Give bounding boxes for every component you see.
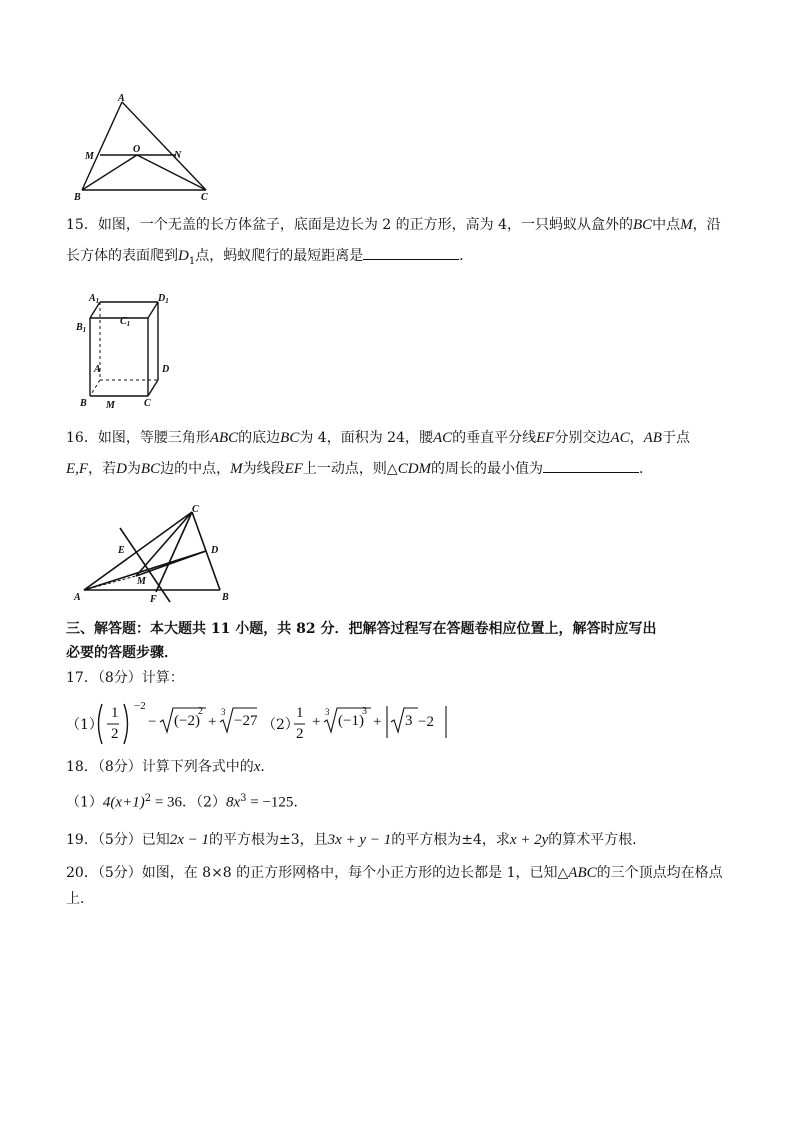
- q17-exponent: −2: [134, 700, 146, 712]
- q16-text-11: 为线段: [242, 461, 285, 477]
- q15-text-4: 长方体的表面爬到: [66, 248, 178, 264]
- q19-text-4: 的算术平方根．: [548, 832, 647, 848]
- q16-line-1: [66, 427, 690, 449]
- fig15-label-a1: $A_1$: [89, 293, 100, 305]
- q17-num-2: （2）: [262, 717, 299, 733]
- q17-plus: +: [208, 714, 217, 730]
- q17-radicand-3-exp: 3: [362, 706, 367, 717]
- q16-text-12: 上一动点，则△: [302, 461, 398, 477]
- q19-text-1: 19．（5分）已知: [66, 832, 170, 848]
- q17-num-1: （1）: [66, 717, 103, 733]
- q16-cdm: CDM: [397, 461, 432, 477]
- q20-text-1: 20．（5分）如图，在 8×8 的正方形网格中，每个小正方形的边长都是 1，已知△: [66, 865, 569, 881]
- q16-ef2: EF: [284, 461, 303, 477]
- q16-ac: AC: [432, 430, 453, 446]
- q20-line-2: 上．: [66, 891, 94, 907]
- section-3-heading: 三、解答题：本大题共 11 小题，共 82 分．把解答过程写在答题卷相应位置上，解答时应写出: [66, 621, 657, 637]
- q17-radicand-3: (−1): [338, 713, 364, 729]
- q15-text-5: 点，蚂蚁爬行的最短距离是: [195, 248, 364, 264]
- q16-text-10: 边的中点，: [160, 461, 231, 477]
- q18-eq-1: 4(x+1): [102, 794, 145, 811]
- section-3-heading-cont: 必要的答题步骤．: [66, 645, 178, 661]
- q16-end: ．: [639, 461, 654, 477]
- q18-head-end: ．: [260, 759, 275, 775]
- q18-sep: ．（2）: [182, 794, 226, 811]
- q15-end: ．: [459, 248, 474, 264]
- fig15-label-d1: $D_1$: [158, 293, 169, 305]
- fig14-label-n: N: [174, 150, 182, 161]
- fig14-label-a: A: [118, 93, 125, 104]
- q16-bc: BC: [280, 430, 300, 446]
- q16-abc: ABC: [209, 430, 239, 446]
- q16-answer-blank: [543, 458, 639, 473]
- q16-text-9: 为: [126, 461, 141, 477]
- q18-num-1: （1）: [66, 794, 103, 811]
- q15-text-3: ，沿: [692, 217, 721, 233]
- q17-minus-2: −2: [418, 714, 434, 730]
- q16-m: M: [230, 461, 243, 477]
- q16-text-7: 于点: [661, 430, 690, 446]
- q16-line-2: [66, 458, 653, 480]
- q15-line-2: [66, 245, 473, 273]
- q16-text-2: 的底边: [238, 430, 281, 446]
- q15-m: M: [680, 217, 693, 233]
- fig15-label-a: A: [94, 364, 101, 375]
- q19-expr-2: 3x + y − 1: [327, 832, 392, 848]
- q15-text-2: 中点: [652, 217, 681, 233]
- q16-ef-points: E,F: [66, 461, 89, 477]
- q17-expressions: [66, 700, 486, 748]
- q18-equations: [66, 788, 307, 814]
- q16-ac2: AC: [610, 430, 630, 446]
- q16-text-8: ，若: [88, 461, 117, 477]
- fig16-label-a: A: [74, 592, 81, 603]
- q17-frac2-den: 2: [296, 726, 304, 742]
- q19-expr-3: x + 2y: [509, 832, 549, 848]
- q17-radicand-1-exp: 2: [198, 706, 203, 717]
- q20-line-1: [66, 862, 723, 884]
- fig15-label-d: D: [162, 364, 170, 375]
- q17-minus: −: [148, 714, 157, 730]
- q15-text-1: 15．如图，一个无盖的长方体盆子，底面是边长为 2 的正方形，高为 4，一只蚂蚁从盒外的: [66, 217, 633, 233]
- fig14-label-c: C: [201, 192, 208, 203]
- fig15-label-m: M: [106, 400, 115, 411]
- q16-text-5: 分别交边: [554, 430, 611, 446]
- fig16-label-d: D: [211, 545, 219, 556]
- fig16-label-f: F: [150, 594, 157, 605]
- q17-frac1-num: 1: [111, 705, 119, 721]
- q17-radicand-1: (−2): [174, 713, 200, 729]
- q15-line-1: [66, 214, 721, 236]
- fig14-label-m: M: [85, 151, 94, 162]
- q16-ab: AB: [643, 430, 662, 446]
- q18-x: x: [253, 759, 261, 775]
- figure-isosceles-triangle: [70, 500, 242, 606]
- q15-d1: D: [178, 248, 189, 264]
- fig14-label-b: B: [74, 192, 81, 203]
- q17-cube-index-1: 3: [221, 707, 226, 717]
- q19-text-3: 的平方根为±4，求: [391, 832, 510, 848]
- fig14-label-o: O: [133, 144, 141, 155]
- q20-abc: ABC: [568, 865, 597, 881]
- q18-end: ．: [293, 794, 308, 811]
- q20-text-2: 的三个顶点均在格点: [596, 865, 723, 881]
- q17-frac1-den: 2: [111, 726, 119, 742]
- q17-cube-index-2: 3: [325, 707, 330, 717]
- fig15-label-c: C: [144, 398, 151, 409]
- q18-eq-2-exp: 3: [240, 793, 247, 804]
- q18-eq-1-exp: 2: [144, 793, 152, 804]
- fig16-label-m: M: [137, 576, 146, 587]
- q17-radicand-2: −27: [234, 713, 258, 729]
- q18-eq-1-rhs: = 36: [151, 794, 183, 811]
- fig16-label-e: E: [118, 545, 125, 556]
- q16-text-13: 的周长的最小值为: [431, 461, 544, 477]
- q16-d: D: [116, 461, 127, 477]
- fig16-label-c: C: [192, 504, 199, 515]
- q17-abs-bars: [384, 704, 450, 740]
- q17-radicand-4: 3: [405, 713, 413, 729]
- q17-frac2-num: 1: [296, 705, 304, 721]
- q16-text-6: ，: [629, 430, 644, 446]
- figure-cuboid: [74, 290, 170, 412]
- fig15-label-c1: $C_1$: [120, 316, 131, 328]
- q18-eq-2: 8x: [225, 794, 241, 811]
- q15-bc: BC: [632, 217, 653, 233]
- q18-head-text: 18．（8分）计算下列各式中的: [66, 759, 254, 775]
- q15-answer-blank: [363, 245, 459, 260]
- q18-eq-2-rhs: = −125: [246, 794, 294, 811]
- fig15-label-b1: $B_1$: [76, 322, 87, 334]
- fig15-label-b: B: [80, 398, 87, 409]
- q19-text-2: 的平方根为±3，且: [209, 832, 328, 848]
- q16-ef: EF: [536, 430, 555, 446]
- q19-text: [66, 829, 646, 851]
- q16-text-1: 16．如图，等腰三角形: [66, 430, 210, 446]
- q15-d1-sub: 1: [188, 255, 196, 267]
- q19-expr-1: 2x − 1: [169, 832, 210, 848]
- q17-plus-2: +: [312, 714, 321, 730]
- q18-heading: [66, 756, 274, 778]
- q17-heading: 17．（8分）计算：: [66, 670, 184, 686]
- q16-text-4: 的垂直平分线: [452, 430, 537, 446]
- q16-bc2: BC: [140, 461, 161, 477]
- q16-text-3: 为 4，面积为 24，腰: [299, 430, 433, 446]
- figure-triangle-mn: [70, 92, 220, 204]
- fig16-label-b: B: [222, 592, 229, 603]
- q17-plus-3: +: [373, 714, 382, 730]
